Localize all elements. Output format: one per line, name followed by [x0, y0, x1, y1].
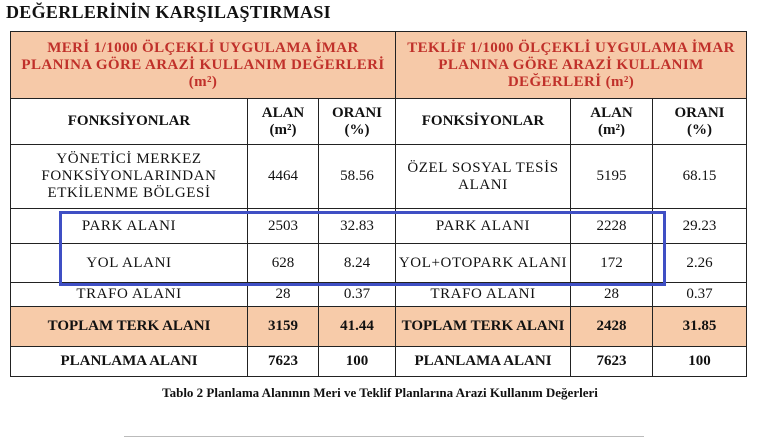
left-total-ratio: 41.44 [319, 307, 396, 347]
left-functions-header: FONKSİYONLAR [11, 99, 248, 145]
left-function-name: PARK ALANI [11, 209, 248, 244]
left-area-value: 4464 [248, 145, 319, 209]
right-total-area: 2428 [571, 307, 653, 347]
right-area-value: 28 [571, 283, 653, 307]
left-total-label: TOPLAM TERK ALANI [11, 307, 248, 347]
left-area-value: 628 [248, 244, 319, 283]
left-planning-label: PLANLAMA ALANI [11, 347, 248, 377]
right-function-name: ÖZEL SOSYAL TESİS ALANI [396, 145, 571, 209]
left-ratio-header: ORANI (%) [319, 99, 396, 145]
divider [124, 436, 644, 437]
left-function-name: YÖNETİCİ MERKEZ FONKSİYONLARINDAN ETKİLENME BÖLGESİ [11, 145, 248, 209]
right-planning-label: PLANLAMA ALANI [396, 347, 571, 377]
left-ratio-value: 58.56 [319, 145, 396, 209]
left-function-name: YOL ALANI [11, 244, 248, 283]
right-ratio-value: 2.26 [653, 244, 747, 283]
table-row [11, 209, 747, 244]
table-row [11, 283, 747, 307]
left-area-value: 2503 [248, 209, 319, 244]
total-row [11, 307, 747, 347]
left-planning-area: 7623 [248, 347, 319, 377]
left-ratio-value: 8.24 [319, 244, 396, 283]
left-function-name: TRAFO ALANI [11, 283, 248, 307]
left-ratio-value: 0.37 [319, 283, 396, 307]
right-ratio-value: 29.23 [653, 209, 747, 244]
left-area-header: ALAN (m²) [248, 99, 319, 145]
left-area-value: 28 [248, 283, 319, 307]
right-area-value: 5195 [571, 145, 653, 209]
right-functions-header: FONKSİYONLAR [396, 99, 571, 145]
right-ratio-value: 0.37 [653, 283, 747, 307]
table-row [11, 145, 747, 209]
table-row [11, 244, 747, 283]
right-ratio-header: ORANI (%) [653, 99, 747, 145]
right-total-ratio: 31.85 [653, 307, 747, 347]
comparison-table [10, 31, 747, 377]
page-title: DEĞERLERİNİN KARŞILAŞTIRMASI [6, 2, 331, 22]
right-function-name: YOL+OTOPARK ALANI [396, 244, 571, 283]
right-total-label: TOPLAM TERK ALANI [396, 307, 571, 347]
right-ratio-value: 68.15 [653, 145, 747, 209]
left-planning-ratio: 100 [319, 347, 396, 377]
right-area-value: 172 [571, 244, 653, 283]
left-total-area: 3159 [248, 307, 319, 347]
right-function-name: TRAFO ALANI [396, 283, 571, 307]
left-ratio-value: 32.83 [319, 209, 396, 244]
right-area-value: 2228 [571, 209, 653, 244]
right-plan-header: TEKLİF 1/1000 ÖLÇEKLİ UYGULAMA İMAR PLANINA GÖRE ARAZİ KULLANIM DEĞERLERİ (m²) [396, 32, 747, 99]
table-caption: Tablo 2 Planlama Alanının Meri ve Teklif Planlarına Arazi Kullanım Değerleri [162, 385, 598, 400]
right-planning-area: 7623 [571, 347, 653, 377]
right-planning-ratio: 100 [653, 347, 747, 377]
right-area-header: ALAN (m²) [571, 99, 653, 145]
planning-row [11, 347, 747, 377]
right-function-name: PARK ALANI [396, 209, 571, 244]
left-plan-header: MERİ 1/1000 ÖLÇEKLİ UYGULAMA İMAR PLANINA GÖRE ARAZİ KULLANIM DEĞERLERİ (m²) [11, 32, 396, 99]
